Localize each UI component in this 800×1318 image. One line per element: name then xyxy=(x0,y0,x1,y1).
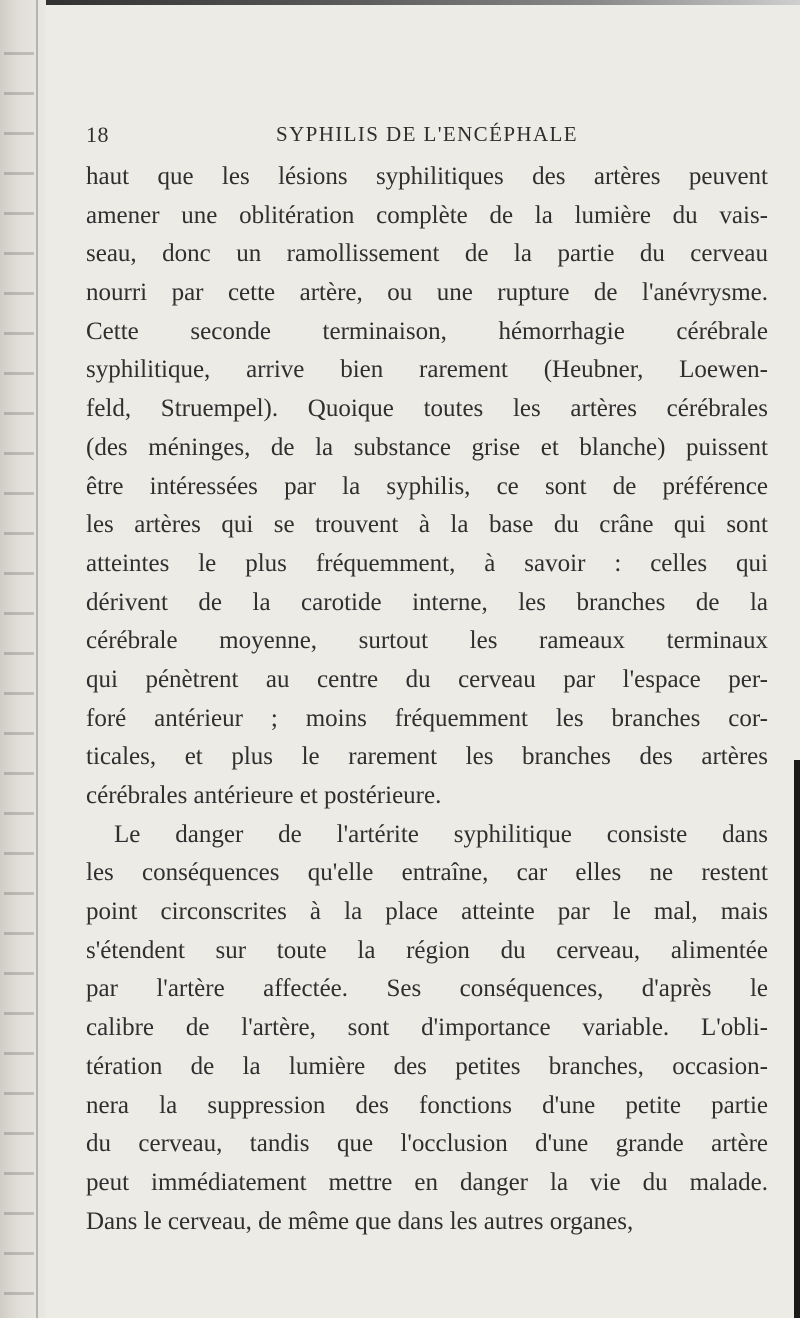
text-line: les artères qui se trouvent à la base du crâne qui sont xyxy=(86,511,768,539)
binding-gutter xyxy=(0,0,46,1318)
text-line: cérébrale moyenne, surtout les rameaux terminaux xyxy=(86,627,768,655)
text-line: Dans le cerveau, de même que dans les autres organes, xyxy=(86,1207,634,1235)
text-line: ticales, et plus le rarement les branches des artères xyxy=(86,743,768,771)
text-line: être intéressées par la syphilis, ce sont de préférence xyxy=(86,472,768,500)
text-line: point circonscrites à la place atteinte par le mal, mais xyxy=(86,898,768,926)
text-line: (des méninges, de la substance grise et blanche) puissent xyxy=(86,433,768,461)
text-line: seau, donc un ramollissement de la partie du cerveau xyxy=(86,240,768,268)
page-right-edge xyxy=(794,760,800,1318)
text-line: amener une oblitération complète de la lumière du vais- xyxy=(86,201,768,229)
book-page xyxy=(86,118,768,1241)
text-line: feld, Struempel). Quoique toutes les artères cérébrales xyxy=(86,395,768,423)
text-line: haut que les lésions syphilitiques des artères peuvent xyxy=(86,163,768,190)
running-head xyxy=(86,118,768,152)
binding-marks xyxy=(4,30,34,1300)
text-line: qui pénètrent au centre du cerveau par l'espace per- xyxy=(86,665,768,693)
paragraph xyxy=(86,158,768,816)
text-line: cérébrales antérieure et postérieure. xyxy=(86,782,442,809)
text-line: par l'artère affectée. Ses conséquences, d'après le xyxy=(86,975,768,1003)
text-line: du cerveau, tandis que l'occlusion d'une grande artère xyxy=(86,1130,768,1158)
page-number: 18 xyxy=(86,122,109,147)
text-line: foré antérieur ; moins fréquemment les branches cor- xyxy=(86,704,768,732)
body-text xyxy=(86,158,768,1241)
text-line: Cette seconde terminaison, hémorrhagie cérébrale xyxy=(86,317,768,345)
text-line: calibre de l'artère, sont d'importance variable. L'obli- xyxy=(86,1014,768,1042)
text-line: tération de la lumière des petites branches, occasion- xyxy=(86,1052,768,1080)
running-title: SYPHILIS DE L'ENCÉPHALE xyxy=(276,122,578,146)
text-line: peut immédiatement mettre en danger la vie du malade. xyxy=(86,1168,768,1196)
text-line: syphilitique, arrive bien rarement (Heubner, Loewen- xyxy=(86,356,768,384)
gutter-rule xyxy=(36,0,38,1318)
paragraph xyxy=(86,816,768,1242)
text-line: nourri par cette artère, ou une rupture de l'anévrysme. xyxy=(86,279,768,307)
text-line: nera la suppression des fonctions d'une petite partie xyxy=(86,1091,768,1119)
text-line: Le danger de l'artérite syphilitique consiste dans xyxy=(114,820,768,848)
text-line: atteintes le plus fréquemment, à savoir : celles qui xyxy=(86,549,768,577)
text-line: dérivent de la carotide interne, les branches de la xyxy=(86,588,768,616)
text-line: les conséquences qu'elle entraîne, car elles ne restent xyxy=(86,859,768,887)
text-line: s'étendent sur toute la région du cerveau, alimentée xyxy=(86,936,768,964)
page-top-edge xyxy=(0,0,800,5)
